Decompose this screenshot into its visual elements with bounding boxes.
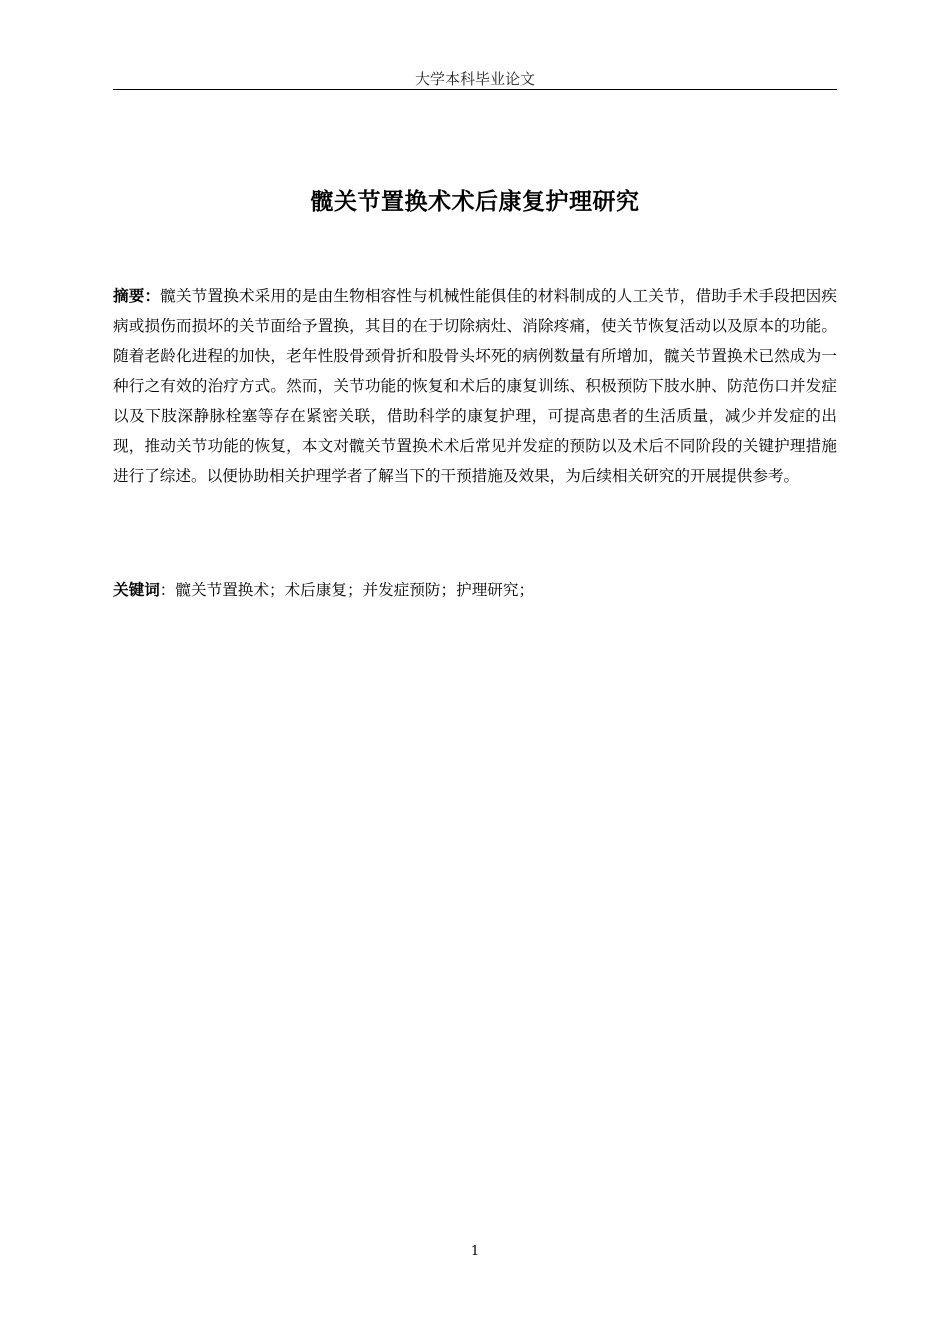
page-title: 髋关节置换术术后康复护理研究 [310,189,640,215]
abstract-text: 髋关节置换术采用的是由生物相容性与机械性能俱佳的材料制成的人工关节，借助手术手段把因疾病或损伤而损坏的关节面给予置换，其目的在于切除病灶、消除疼痛，使关节恢复活动以及原本的功能。随着老龄化进程的加快，老年性股骨颈骨折和股骨头坏死的病例数量有所增加，髋关节置换术已然成为一种行之有效的治疗方式。然而，关节功能的恢复和术后的康复训练、积极预防下肢水肿、防范伤口并发症以及下肢深静脉栓塞等存在紧密关联，借助科学的康复护理，可提高患者的生活质量，减少并发症的出现，推动关节功能的恢复，本文对髋关节置换术术后常见并发症的预防以及术后不同阶段的关键护理措施进行了综述。以便协助相关护理学者了解当下的干预措施及效果，为后续相关研究的开展提供参考。 [113,287,837,485]
keywords-label: 关键词 [113,581,160,599]
keywords-separator: ： [159,581,176,599]
abstract-paragraph [113,281,837,491]
keywords-line [113,575,837,605]
keywords-text: 髋关节置换术；术后康复；并发症预防；护理研究； [175,581,535,599]
page-number: 1 [470,1244,480,1259]
running-header: 大学本科毕业论文 [414,70,535,88]
abstract-label: 摘要： [113,287,161,305]
header-divider [113,89,837,90]
